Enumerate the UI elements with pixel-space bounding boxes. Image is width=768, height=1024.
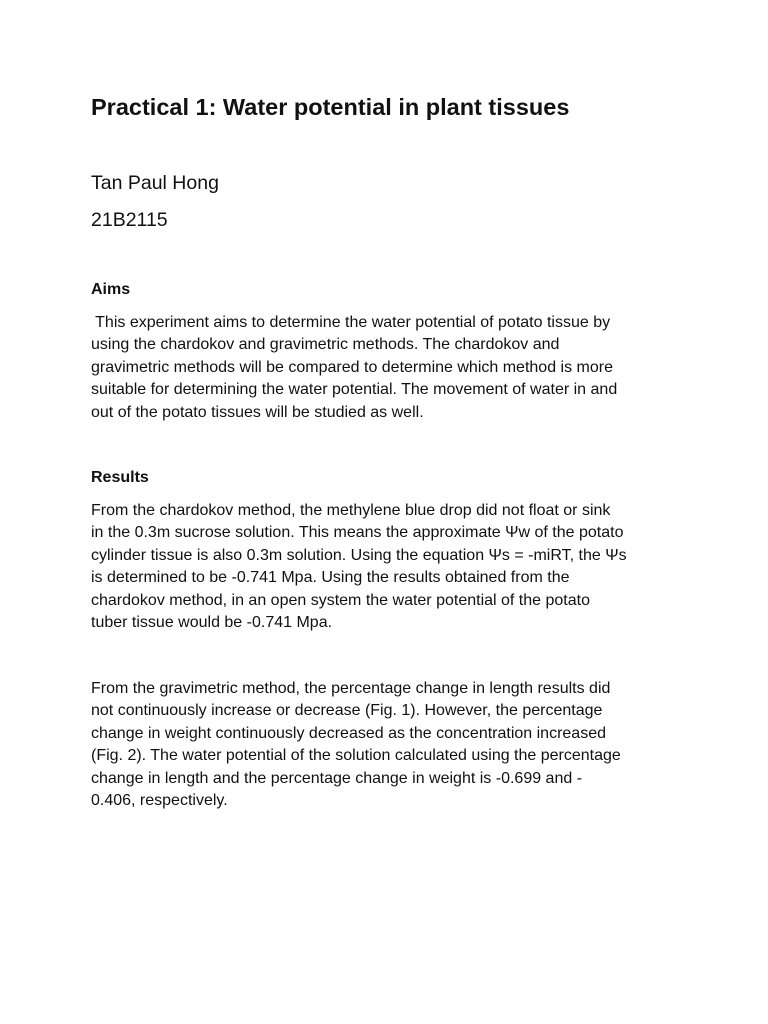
results-line: in the 0.3m sucrose solution. This means the approximate Ψw of the potato (91, 524, 624, 542)
aims-line: This experiment aims to determine the water potential of potato tissue by (91, 314, 611, 331)
document-title: Practical 1: Water potential in plant tissues (91, 94, 570, 120)
results-line: change in weight continuously decreased as the concentration increased (91, 724, 606, 742)
author-name: Tan Paul Hong (91, 172, 219, 194)
aims-line: using the chardokov and gravimetric methods. The chardokov and (91, 336, 560, 354)
results-line: From the chardokov method, the methylene blue drop did not float or sink (91, 502, 611, 519)
results-line: 0.406, respectively. (91, 792, 228, 810)
results-line: change in length and the percentage change in weight is -0.699 and - (91, 769, 583, 787)
results-line: (Fig. 2). The water potential of the solution calculated using the percentage (91, 747, 621, 765)
aims-line: out of the potato tissues will be studied as well. (91, 403, 424, 421)
aims-paragraph (91, 312, 691, 424)
results-paragraph-2 (91, 678, 691, 812)
student-id: 21B2115 (91, 209, 168, 231)
results-paragraph-1 (91, 500, 691, 634)
aims-line: suitable for determining the water potential. The movement of water in and (91, 381, 618, 399)
aims-heading: Aims (91, 281, 131, 298)
results-line: is determined to be -0.741 Mpa. Using the results obtained from the (91, 569, 570, 587)
aims-line: gravimetric methods will be compared to determine which method is more (91, 358, 613, 376)
results-line: chardokov method, in an open system the water potential of the potato (91, 591, 590, 609)
results-line: cylinder tissue is also 0.3m solution. Using the equation Ψs = -miRT, the Ψs (91, 546, 627, 564)
results-line: not continuously increase or decrease (Fig. 1). However, the percentage (91, 702, 603, 720)
results-heading: Results (91, 469, 149, 486)
results-line: From the gravimetric method, the percentage change in length results did (91, 680, 611, 697)
results-line: tuber tissue would be -0.741 Mpa. (91, 614, 333, 632)
